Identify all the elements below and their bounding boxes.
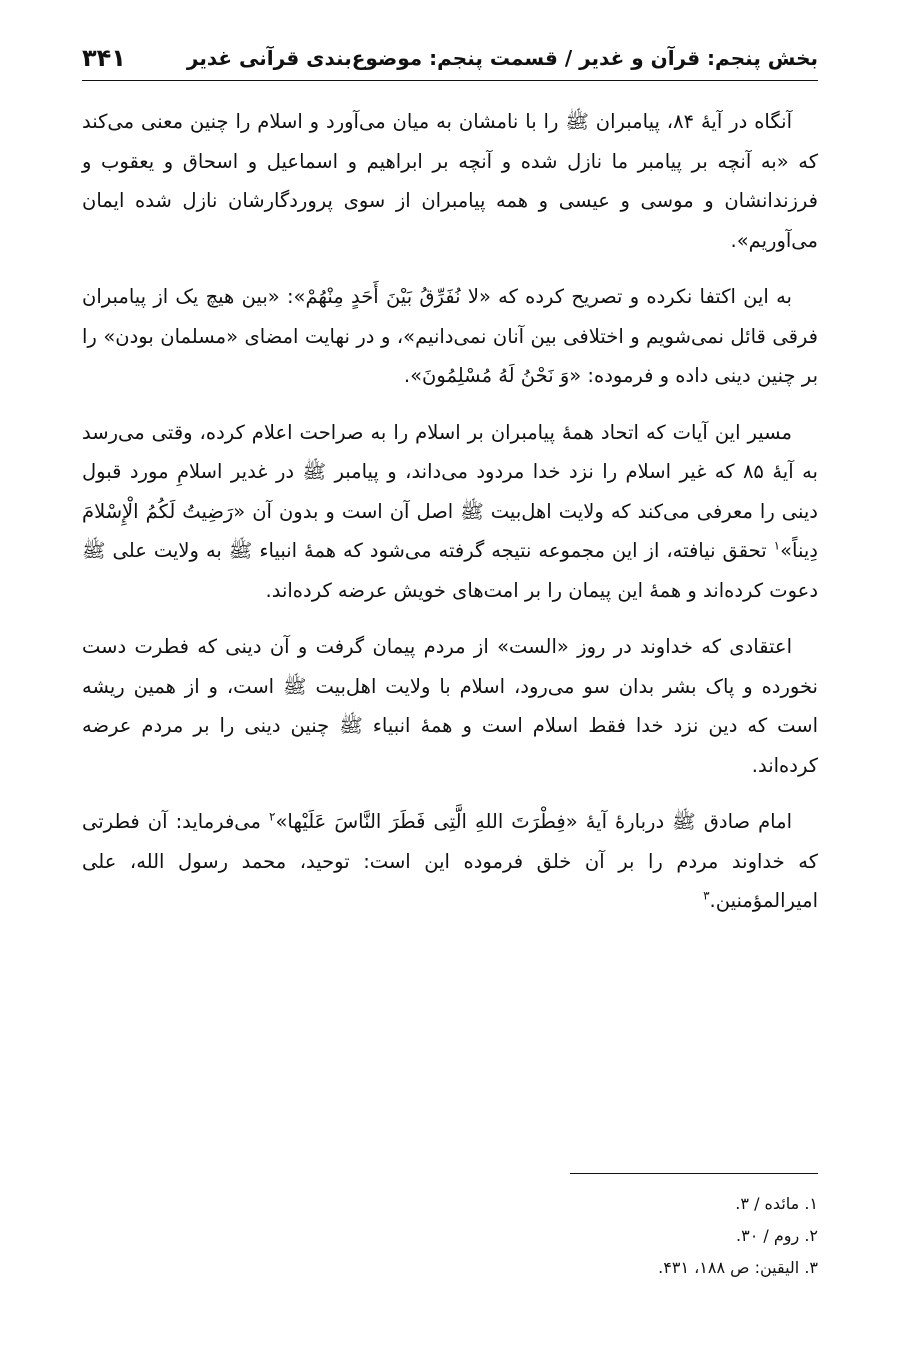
paragraph-3: مسیر این آیات که اتحاد همهٔ پیامبران بر اسلام را به صراحت اعلام کرده، وقتی می‌رسد به آیهٔ ۸۵ که غیر اسلام را نزد خدا مردود می‌داند، و پیامبر ﷺ در غدیر اسلامِ مورد قبول دینی را معرفی می‌کند که ولایت اهل‌بیت ﷺ اصل آن است و بدون آن «رَضِیتُ لَکُمُ الْإِسْلامَ دِیناً»$^۱$ تحقق نیافته، از این مجموعه نتیجه گرفته می‌شود که همهٔ انبیاء ﷺ به ولایت علی ﷺ دعوت کرده‌اند و همهٔ این پیمان را بر امت‌های خویش عرضه کرده‌اند. — [82, 420, 818, 602]
page-number: ۳۴۱ — [82, 44, 126, 72]
footnote-2: ۲. روم / ۳۰. — [736, 1226, 818, 1245]
paragraph-4: اعتقادی که خداوند در روز «الست» از مردم پیمان گرفت و آن دینی که فطرت دست نخورده و پاک بشر بدان سو می‌رود، اسلام با ولایت اهل‌بیت ﷺ است، و از همین ریشه است که دین نزد خدا فقط اسلام است و همهٔ انبیاء ﷺ چنین دینی را بر مردم عرضه کرده‌اند. — [82, 635, 818, 777]
footnote-ref-1[interactable]: ۱ — [773, 538, 781, 553]
footnote-divider — [570, 1173, 818, 1174]
footnote-3: ۳. الیقین: ص ۱۸۸، ۴۳۱. — [658, 1258, 818, 1277]
footnote-ref-3[interactable]: ۳ — [703, 888, 710, 903]
footnotes — [82, 1188, 818, 1284]
body-text — [82, 102, 818, 938]
paragraph-5: امام صادق ﷺ دربارهٔ آیهٔ «فِطْرَتَ اللهِ الَّتِی فَطَرَ النَّاسَ عَلَیْها»$^۲$ می‌فرماید: آن فطرتی که خداوند مردم را بر آن خلق فرموده این است: توحید، محمد رسول الله، علی امیرالمؤمنین.$^۳$ — [82, 809, 818, 912]
footnote-1: ۱. مائده / ۳. — [735, 1194, 818, 1213]
footnote-ref-2[interactable]: ۲ — [269, 809, 276, 824]
paragraph-2: به این اکتفا نکرده و تصریح کرده که «لا نُفَرِّقُ بَیْنَ أَحَدٍ مِنْهُمْ»: «بین هیچ یک از پیامبران فرقی قائل نمی‌شویم و اختلافی بین آنان نمی‌دانیم»، و در نهایت امضای «مسلمان بودن» را بر چنین دینی داده و فرموده: «وَ نَحْنُ لَهُ مُسْلِمُونَ». — [82, 285, 818, 387]
paragraph-1: آنگاه در آیهٔ ۸۴، پیامبران ﷺ را با نامشان به میان می‌آورد و اسلام را چنین معنی می‌کند که «به آنچه بر پیامبر ما نازل شده و آنچه بر ابراهیم و اسماعیل و اسحاق و یعقوب و فرزندانشان و موسی و عیسی و همه پیامبران از سوی پروردگارشان نازل شده ایمان می‌آوریم». — [82, 110, 818, 252]
page-header — [82, 36, 818, 81]
running-title: بخش پنجم: قرآن و غدیر / قسمت پنجم: موضوع‌بندی قرآنی غدیر — [186, 46, 818, 70]
